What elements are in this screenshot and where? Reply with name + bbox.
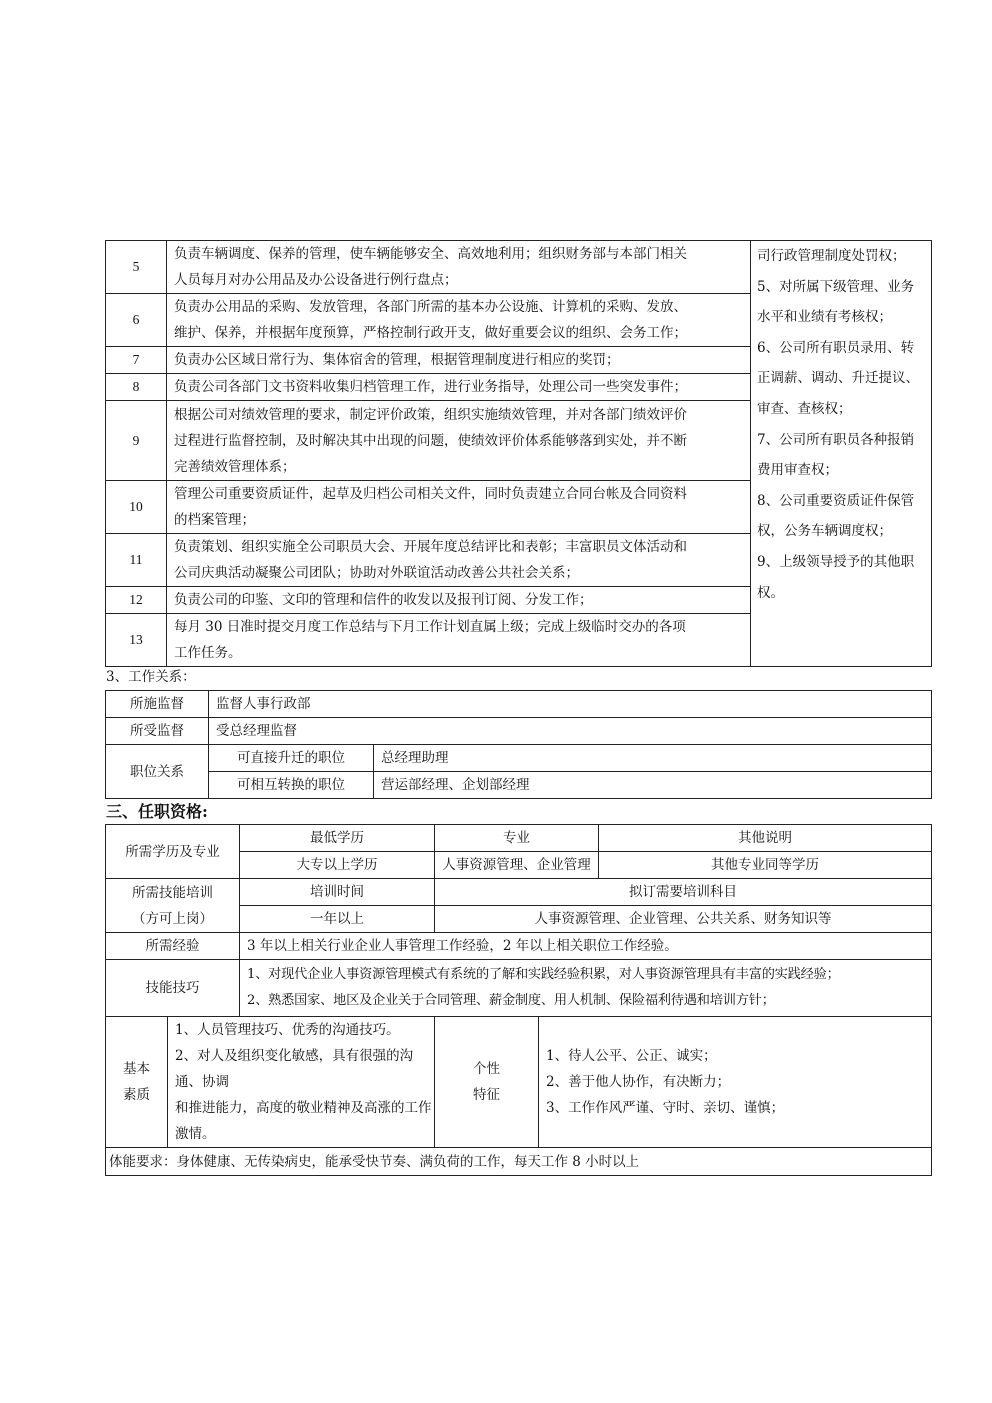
duty-text: 负责车辆调度、保养的管理，使车辆能够安全、高效地利用；组织财务部与本部门相关 人员每月对办公用品及办公设备进行例行盘点； (167, 241, 751, 294)
duties-table (105, 240, 932, 667)
duty-text: 每月 30 日准时提交月度工作总结与下月工作计划直属上级；完成上级临时交办的各项 工作任务。 (167, 614, 751, 667)
relations-heading: 3、工作关系： (106, 669, 196, 685)
duty-number: 6 (106, 294, 167, 347)
major-header: 专业 (435, 825, 599, 852)
qualifications-table (105, 824, 932, 1176)
min-education-value: 大专以上学历 (240, 852, 435, 879)
duty-text: 负责办公用品的采购、发放管理，各部门所需的基本办公设施、计算机的采购、发放、 维护、保养，并根据年度预算，严格控制行政开支，做好重要会议的组织、会务工作； (167, 294, 751, 347)
qualifications-table-block (105, 824, 932, 1176)
training-subject-value: 人事资源管理、企业管理、公共关系、财务知识等 (435, 906, 932, 933)
other-note-value: 其他专业同等学历 (599, 852, 932, 879)
supervised-label: 所受监督 (106, 718, 209, 745)
duty-text: 负责办公区域日常行为、集体宿舍的管理，根据管理制度进行相应的奖罚； (167, 347, 751, 374)
training-label: 所需技能培训 （方可上岗） (106, 879, 240, 933)
duty-number: 7 (106, 347, 167, 374)
personality-label: 个性 特征 (435, 1017, 539, 1148)
duty-number: 11 (106, 534, 167, 587)
duty-number: 9 (106, 401, 167, 481)
major-value: 人事资源管理、企业管理 (435, 852, 599, 879)
skills-value: 1、对现代企业人事资源管理模式有系统的了解和实践经验积累，对人事资源管理具有丰富的实践经验； 2、熟悉国家、地区及企业关于合同管理、薪金制度、用人机制、保险福利待遇和培训方针； (240, 960, 932, 1017)
experience-value: 3 年以上相关行业企业人事管理工作经验，2 年以上相关职位工作经验。 (240, 933, 932, 960)
duty-text: 根据公司对绩效管理的要求，制定评价政策，组织实施绩效管理，并对各部门绩效评价 过程进行监督控制，及时解决其中出现的问题，使绩效评价体系能够落到实处，并不断 完善绩效管理体系； (167, 401, 751, 481)
other-note-header: 其他说明 (599, 825, 932, 852)
duty-text: 负责策划、组织实施全公司职员大会、开展年度总结评比和表彰；丰富职员文体活动和 公司庆典活动凝聚公司团队；协助对外联谊活动改善公共社会关系； (167, 534, 751, 587)
physical-requirement: 体能要求：身体健康、无传染病史，能承受快节奏、满负荷的工作，每天工作 8 小时以上 (106, 1148, 932, 1176)
supervised-value: 受总经理监督 (209, 718, 932, 745)
training-subject-header: 拟订需要培训科目 (435, 879, 932, 906)
duty-number: 12 (106, 587, 167, 614)
qualifications-heading: 三、任职资格: (106, 802, 208, 821)
promote-value: 总经理助理 (374, 745, 932, 772)
supervise-value: 监督人事行政部 (209, 691, 932, 718)
duties-table-block (105, 240, 932, 667)
duty-number: 13 (106, 614, 167, 667)
promote-label: 可直接升迁的职位 (209, 745, 374, 772)
training-time-value: 一年以上 (240, 906, 435, 933)
duty-text: 管理公司重要资质证件，起草及归档公司相关文件，同时负责建立合同台帐及合同资料 的档案管理； (167, 481, 751, 534)
transfer-value: 营运部经理、企划部经理 (374, 772, 932, 799)
basic-quality-value: 1、人员管理技巧、优秀的沟通技巧。 2、对人及组织变化敏感，具有很强的沟通、协调 和推进能力，高度的敬业精神及高涨的工作激情。 (168, 1017, 435, 1148)
duty-number: 10 (106, 481, 167, 534)
relations-table (105, 690, 932, 799)
skills-label: 技能技巧 (106, 960, 240, 1017)
training-time-header: 培训时间 (240, 879, 435, 906)
experience-label: 所需经验 (106, 933, 240, 960)
supervise-label: 所施监督 (106, 691, 209, 718)
education-label: 所需学历及专业 (106, 825, 240, 879)
duty-number: 5 (106, 241, 167, 294)
relations-table-block (105, 690, 932, 799)
duty-text: 负责公司各部门文书资料收集归档管理工作，进行业务指导，处理公司一些突发事件； (167, 374, 751, 401)
transfer-label: 可相互转换的职位 (209, 772, 374, 799)
min-education-header: 最低学历 (240, 825, 435, 852)
personality-value: 1、待人公平、公正、诚实； 2、善于他人协作，有决断力； 3、工作作风严谨、守时、亲切、谨慎； (539, 1017, 932, 1148)
duty-number: 8 (106, 374, 167, 401)
rights-text: 司行政管理制度处罚权； 5、对所属下级管理、业务水平和业绩有考核权； 6、公司所有职员录用、转正调薪、调动、升迁提议、审查、查核权； 7、公司所有职员各种报销费用审查权； 8、公司重要资质证件保管权，公务车辆调度权； 9、上级领导授予的其他职权。 (751, 241, 932, 667)
duty-text: 负责公司的印鉴、文印的管理和信件的收发以及报刊订阅、分发工作； (167, 587, 751, 614)
position-relation-label: 职位关系 (106, 745, 209, 799)
basic-quality-label: 基本 素质 (106, 1017, 168, 1148)
